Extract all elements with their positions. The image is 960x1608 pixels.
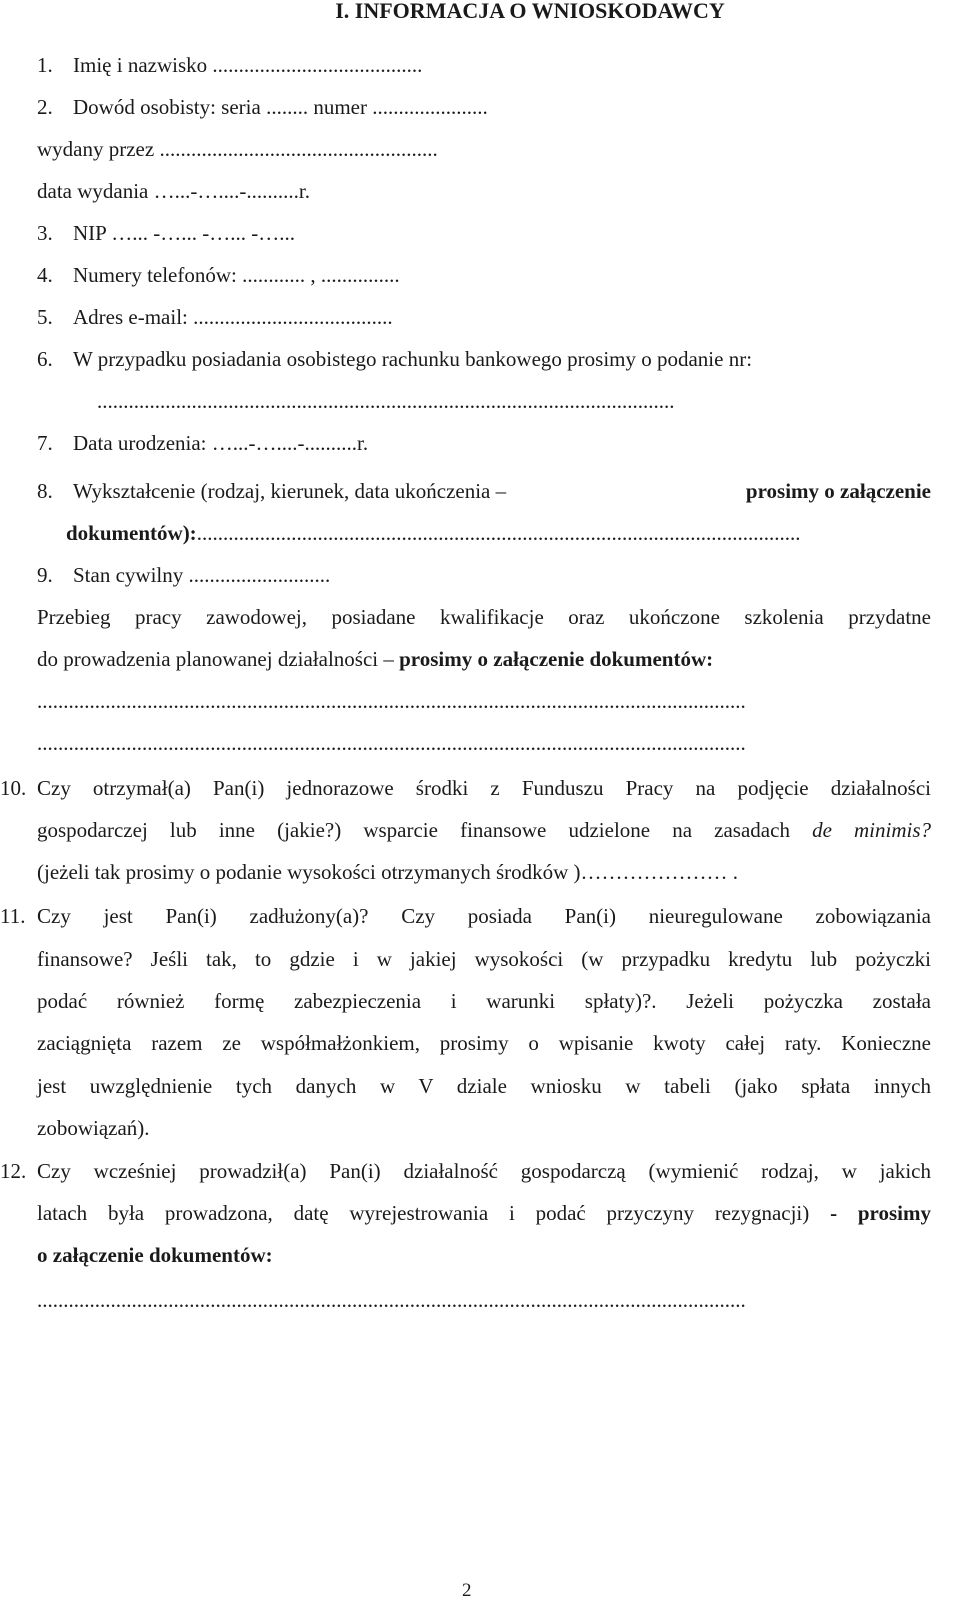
field-issue-date: data wydania …...-…....-..........r.	[37, 179, 310, 203]
question-12-line-2	[37, 1200, 931, 1226]
field-bank-account: ..............................................................................................................	[97, 389, 675, 413]
question-11-line-4: zaciągnięta razem ze współmałżonkiem, prosimy o wpisanie kwoty całej raty. Konieczne	[37, 1031, 931, 1055]
docs-label: dokumentów):	[66, 521, 197, 545]
item-number: 4.	[37, 263, 53, 287]
item-number: 12.	[0, 1159, 27, 1183]
field-education	[73, 478, 931, 504]
field-id-card: Dowód osobisty: seria ........ numer ......................	[73, 95, 488, 119]
item-number: 3.	[37, 221, 53, 245]
item-number: 10.	[0, 776, 27, 800]
field-education-docs	[66, 520, 800, 546]
section-title: I. INFORMACJA O WNIOSKODAWCY	[335, 0, 725, 23]
career-text-plain: do prowadzenia planowanej działalności –	[37, 647, 394, 671]
question-12-attach: - prosimy	[830, 1201, 932, 1225]
dotted-line: .......................................................................................................................................	[37, 1288, 746, 1312]
question-11-line-6: zobowiązań).	[37, 1116, 150, 1140]
field-nip: NIP …... -…... -…... -…...	[73, 221, 296, 245]
career-text: Przebieg pracy zawodowej, posiadane kwalifikacje oraz ukończone szkolenia przydatne	[37, 605, 931, 629]
career-text-2	[37, 646, 713, 672]
item-number: 9.	[37, 563, 53, 587]
item-number: 2.	[37, 95, 53, 119]
de-minimis: de minimis?	[812, 818, 932, 842]
question-10: Czy otrzymał(a) Pan(i) jednorazowe środki z Funduszu Pracy na podjęcie działalności	[37, 776, 931, 800]
field-marital-status: Stan cywilny ...........................	[73, 563, 331, 587]
question-10-line-2	[37, 817, 931, 843]
item-number: 5.	[37, 305, 53, 329]
field-name: Imię i nazwisko ........................................	[73, 53, 423, 77]
item-number: 8.	[37, 479, 53, 503]
question-10-line-3: (jeżeli tak prosimy o podanie wysokości otrzymanych środków )………………… .	[37, 860, 739, 884]
dotted-line: .......................................................................................................................................	[37, 689, 746, 713]
education-label: Wykształcenie (rodzaj, kierunek, data ukończenia –	[73, 479, 507, 503]
question-10-plain: gospodarczej lub inne (jakie?) wsparcie finansowe udzielone na zasadach	[37, 818, 790, 842]
field-birth-date: Data urodzenia: …...-…....-..........r.	[73, 431, 369, 455]
question-11: Czy jest Pan(i) zadłużony(a)? Czy posiada Pan(i) nieuregulowane zobowiązania	[37, 904, 931, 928]
question-12-plain: latach była prowadzona, datę wyrejestrowania i podać przyczyny rezygnacji)	[37, 1201, 810, 1225]
question-11-line-3: podać również formę zabezpieczenia i warunki spłaty)?. Jeżeli pożyczka została	[37, 989, 931, 1013]
item-number: 6.	[37, 347, 53, 371]
education-attach-note: prosimy o załączenie	[745, 479, 931, 503]
item-number: 11.	[0, 904, 26, 928]
field-bank-account-label: W przypadku posiadania osobistego rachunku bankowego prosimy o podanie nr:	[73, 347, 753, 371]
item-number: 1.	[37, 53, 53, 77]
dotted-line: .......................................................................................................................................	[37, 731, 746, 755]
question-11-line-2: finansowe? Jeśli tak, to gdzie i w jakiej wysokości (w przypadku kredytu lub pożyczki	[37, 947, 931, 971]
page-number: 2	[462, 1580, 472, 1601]
docs-dots: ...................................................................................................................	[196, 521, 801, 545]
field-issued-by: wydany przez .....................................................	[37, 137, 438, 161]
field-phones: Numery telefonów: ............ , ...............	[73, 263, 400, 287]
question-11-line-5: jest uwzględnienie tych danych w V dziale wniosku w tabeli (jako spłata innych	[37, 1074, 931, 1098]
question-12: Czy wcześniej prowadził(a) Pan(i) działalność gospodarczą (wymienić rodzaj, w jakich	[37, 1159, 931, 1183]
career-attach-note: prosimy o załączenie dokumentów:	[399, 647, 714, 671]
field-email: Adres e-mail: ......................................	[73, 305, 393, 329]
question-12-line-3	[37, 1242, 273, 1268]
item-number: 7.	[37, 431, 53, 455]
question-12-attach-2: o załączenie dokumentów:	[37, 1243, 273, 1267]
